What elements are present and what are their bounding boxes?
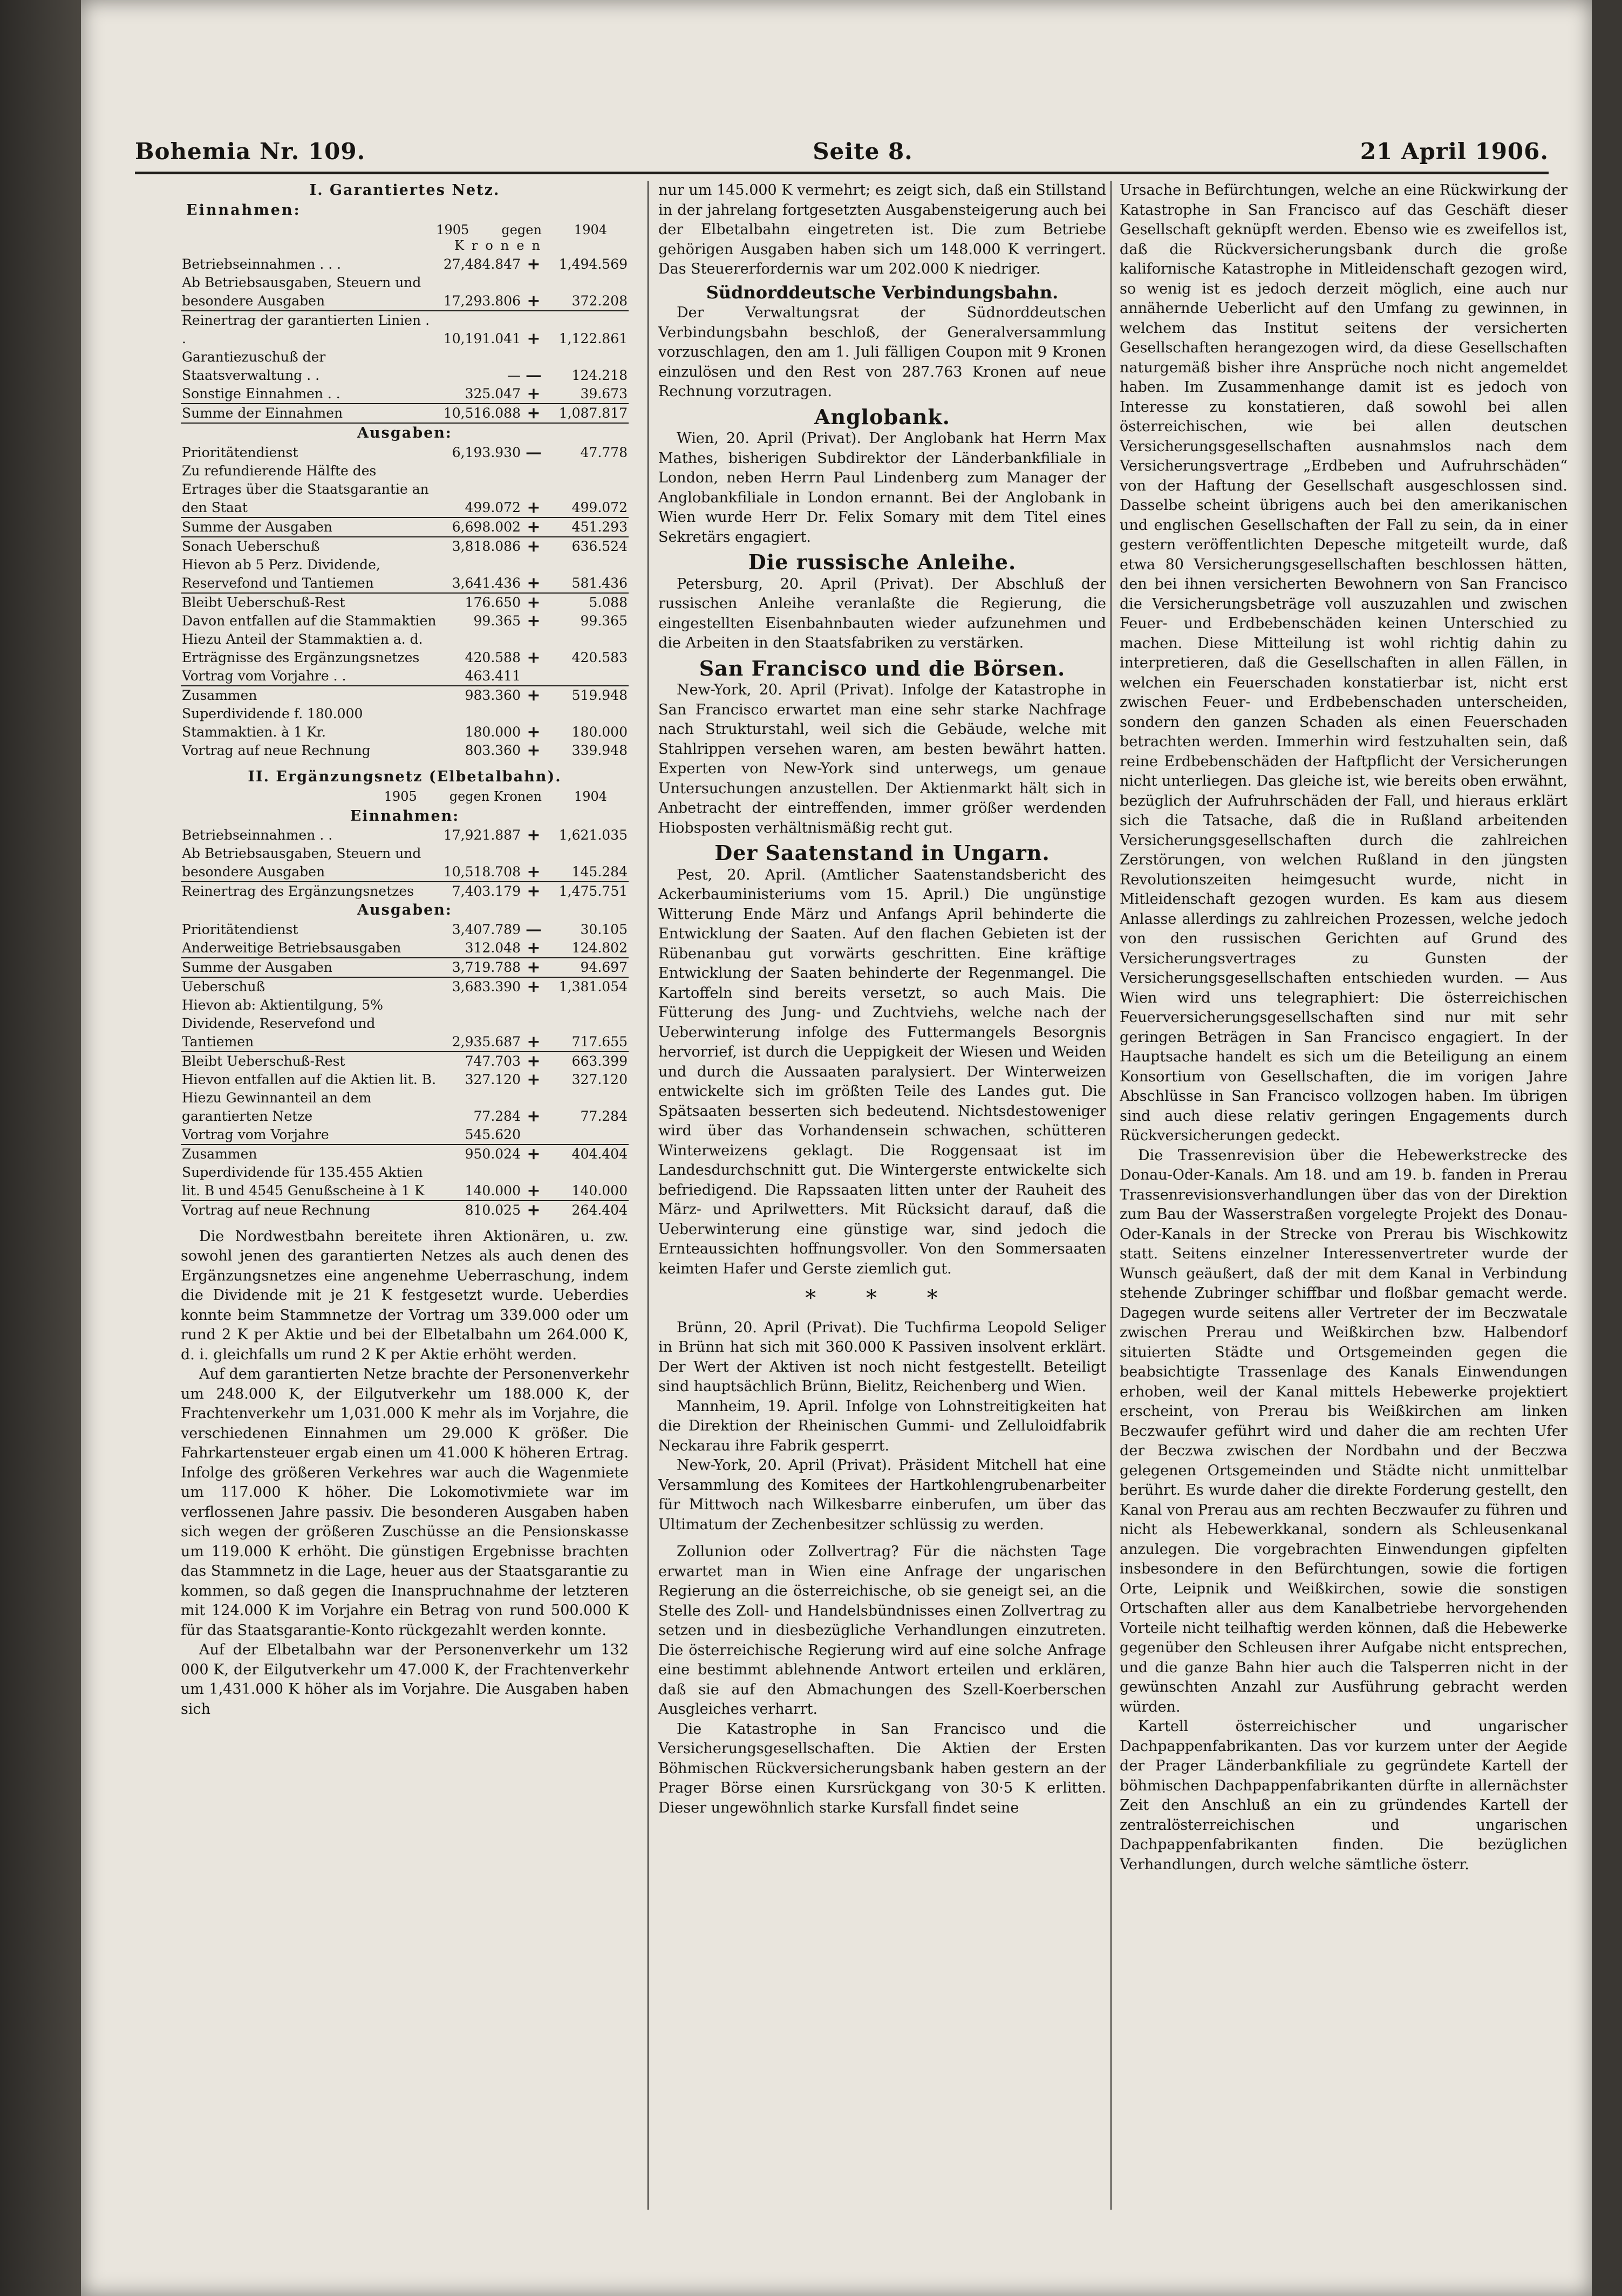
value-1905: 810.025	[465, 1202, 521, 1218]
value-1905: 99.365	[473, 612, 521, 629]
row-label: Bleibt Ueberschuß-Rest	[182, 1053, 345, 1069]
value-change: 5.088	[589, 594, 628, 610]
value-1905: 17,921.887	[443, 827, 521, 843]
row-label: Hiezu Anteil der Stammaktien a. d. Erträgnisse des Ergänzungsnetzes	[182, 631, 423, 665]
value-1905: 3,407.789	[452, 921, 521, 937]
change-sign: —	[526, 919, 542, 939]
article-heading: San Francisco und die Börsen.	[699, 656, 1066, 680]
value-1905: 983.360	[465, 687, 521, 703]
value-1905: 2,935.687	[439, 996, 522, 1052]
value-1905: 6,193.930	[452, 444, 521, 460]
table-row	[181, 705, 629, 741]
change-sign: —	[526, 366, 542, 385]
row-label: Zusammen	[182, 687, 257, 703]
value-1905: 463.411	[439, 667, 522, 686]
article-paragraph: Pest, 20. April. (Amtlicher Saatenstandsbericht des Ackerbauministeriums vom 15. April.) Die ungünstige Witterung Ende März und Anfangs April behinderte die Entwicklung der Saaten. Auf den flachen Gebieten ist der Rübenanbau gut vorwärts geschritten. Eine kräftige Entwicklung der Saaten behinderte der Regenmangel. Die Kartoffeln sind bereits versetzt, so auch Mais. Die Fütterung des Jung- und Zuchtviehs, welche nach der Ueberwinterung infolge des Futtermangels Besorgnis hervorrief, ist durch die Ueppigkeit der Wiesen und Weiden und durch die Aussaaten paralysiert. Der Winterweizen entwickelte sich im größten Teile des Landes gut. Die Spätsaaten besserten sich bedeutend. Nichtsdestoweniger wird über das Vorhandensein schwachen, schütteren Winterweizens geklagt. Die Roggensaat ist im Landesdurchschnitt gut. Die Wintergerste entwickelte sich befriedigend. Die Rapssaaten litten unter der Rauheit des März- und Aprilwetters. Mit Rücksicht darauf, daß die Ueberwinterung eine günstige war, sind jedoch die Ernteaussichten hoffnungsvoller. Von den Sommersaaten keimten Hafer und Gerste ziemlich gut.	[658, 866, 1106, 1277]
value-change: 1,381.054	[558, 978, 628, 994]
table-row	[181, 537, 629, 556]
table-row	[181, 667, 629, 686]
change-sign: +	[527, 1069, 541, 1089]
table-row	[181, 274, 629, 311]
row-label: Vortrag vom Vorjahre . .	[181, 667, 439, 686]
value-1905: 27,484.847	[443, 256, 521, 272]
change-sign: +	[527, 592, 541, 612]
column-header: gegen	[501, 222, 542, 237]
row-label: Davon entfallen auf die Stammaktien	[182, 612, 437, 629]
change-sign: +	[527, 1106, 541, 1126]
change-sign: +	[522, 517, 546, 537]
change-sign: +	[522, 996, 546, 1052]
value-1905: 747.703	[465, 1053, 521, 1069]
article-heading: Der Saatenstand in Ungarn.	[714, 841, 1050, 865]
change-sign: +	[522, 1163, 546, 1201]
article-paragraph: Petersburg, 20. April (Privat). Der Abschluß der russischen Anleihe veranlaßte die Regierung, die eingestellten Eisenbahnbauten wieder aufzunehmen und die Arbeiten in den Staatsfabriken zu verstärken.	[658, 575, 1106, 651]
table-row	[181, 977, 629, 996]
column-header: 1905	[436, 222, 469, 237]
table-row	[181, 593, 629, 612]
change-sign: +	[522, 385, 546, 404]
table-row	[181, 939, 629, 958]
value-change: 30.105	[580, 921, 628, 937]
subsection-title: Einnahmen:	[350, 807, 460, 825]
article-paragraph: Zollunion oder Zollvertrag? Für die nächsten Tage erwartet man in Wien eine Anfrage der ungarischen Regierung an die österreichische, ob sie geneigt sei, an die Stelle des Zoll- und Handelsbündnisses einen Zollvertrag zu setzen und in diesbezügliche Verhandlungen einzutreten. Die österreichische Regierung wird auf eine solche Anfrage eine bestimmt ablehnende Antwort erteilen und erklären, daß sie auf den Abmachungen des Szell-Koerberschen Ausgleiches verharrt.	[658, 1543, 1106, 1718]
value-1905: 3,641.436	[439, 556, 522, 593]
value-change: 39.673	[546, 385, 629, 404]
value-change: 717.655	[546, 996, 629, 1052]
row-label: Vortrag vom Vorjahre	[181, 1126, 439, 1144]
table-row	[181, 686, 629, 705]
row-label: Prioritätendienst	[182, 444, 298, 460]
column-1	[181, 181, 629, 2220]
value-1905: 77.284	[473, 1108, 521, 1124]
header-date: 21 April 1906.	[1360, 138, 1549, 165]
row-label: Bleibt Ueberschuß-Rest	[182, 594, 345, 610]
financial-table	[181, 255, 629, 424]
table-row	[181, 462, 629, 517]
table-row	[181, 741, 629, 760]
section-divider-stars: * * *	[805, 1286, 959, 1311]
column-header: 1904	[574, 222, 607, 237]
value-change: 519.948	[571, 687, 628, 703]
change-sign: +	[522, 462, 546, 517]
change-sign: +	[522, 844, 546, 882]
value-change	[546, 667, 629, 686]
column-2	[658, 181, 1106, 2220]
table-row	[181, 1052, 629, 1071]
column-header: 1905	[384, 789, 417, 804]
row-label: Ab Betriebsausgaben, Steuern und besondere Ausgaben	[181, 274, 439, 311]
change-sign: +	[522, 958, 546, 977]
value-1905: 180.000	[465, 724, 521, 740]
row-label: Summe der Einnahmen	[181, 404, 439, 423]
value-change: 1,621.035	[558, 827, 628, 843]
value-1905: 3,818.086	[452, 538, 521, 554]
value-change: 124.802	[546, 939, 629, 958]
value-1905: 420.588	[465, 649, 521, 665]
value-change: 1,494.569	[558, 256, 628, 272]
row-label: Anderweitige Betriebsausgaben	[181, 939, 439, 958]
financial-table	[181, 826, 629, 901]
value-1905: 545.620	[439, 1126, 522, 1144]
table-row	[181, 612, 629, 630]
value-change: 47.778	[580, 444, 628, 460]
table-row	[181, 1071, 629, 1089]
row-label: Hievon entfallen auf die Aktien lit. B.	[182, 1071, 437, 1087]
value-change: 499.072	[546, 462, 629, 517]
row-label: Ueberschuß	[182, 978, 265, 994]
change-sign: —	[526, 442, 542, 462]
change-sign: +	[522, 939, 546, 958]
value-1905: 803.360	[465, 742, 521, 758]
row-label: Ab Betriebsausgaben, Steuern und besondere Ausgaben	[181, 844, 439, 882]
table-row	[181, 517, 629, 537]
value-change: 94.697	[546, 958, 629, 977]
article-paragraph: Auf dem garantierten Netze brachte der Personenverkehr um 248.000 K, der Eilgutverkehr um 188.000 K, der Frachtenverkehr um 1,031.000 K mehr als im Vorjahre, die verschiedenen Einnahmen um 29.000 K größer. Die Fahrkartensteuer ergab einen um 41.000 K höheren Ertrag. Infolge des größeren Verkehres war auch die Wagenmiete um 117.000 K höher. Die Lokomotivmiete war im verflossenen Jahre passiv. Die besonderen Ausgaben haben sich wegen der größeren Zuschüsse an die Pensionskasse um 119.000 K erhöht. Die günstigen Ergebnisse brachten das Stammnetz in die Lage, heuer aus der Staatsgarantie zu kommen, so daß gegen die Inanspruchnahme der letzteren mit 124.000 K im Vorjahre ein Betrag von rund 500.000 K für das Staatsgarantie-Konto rückgezahlt werden konnte.	[181, 1366, 629, 1639]
article-heading: Anglobank.	[814, 404, 950, 429]
table-row	[181, 311, 629, 348]
row-label: Vortrag auf neue Rechnung	[182, 742, 371, 758]
value-change: 180.000	[571, 724, 628, 740]
units-label: Kronen	[454, 237, 548, 253]
value-change: 327.120	[571, 1071, 628, 1087]
table-row	[181, 996, 629, 1052]
article-paragraph: Kartell österreichischer und ungarischer Dachpappenfabrikanten. Das vor kurzem unter der Aegide der Prager Länderbankfiliale zu gegründete Kartell der böhmischen Dachpappenfabrikanten dürfte in allernächster Zeit den Anschluß an ein zu gründendes Kartell der zentralösterreichischen und ungarischen Dachpappenfabrikanten finden. Die bezüglichen Verhandlungen, durch welche sämtliche österr.	[1120, 1718, 1568, 1873]
row-label: Garantiezuschuß der Staatsverwaltung . .	[182, 349, 326, 383]
change-sign: +	[527, 329, 541, 348]
change-sign: +	[527, 977, 541, 996]
page-header	[135, 132, 1549, 170]
value-1905: 499.072	[439, 462, 522, 517]
value-1905: 10,516.088	[439, 404, 522, 423]
change-sign: +	[527, 882, 541, 901]
value-change: 124.218	[571, 367, 628, 383]
change-sign: +	[527, 1200, 541, 1219]
change-sign: +	[527, 826, 541, 844]
article-paragraph: New-York, 20. April (Privat). Präsident Mitchell hat eine Versammlung des Komitees der Hartkohlengrubenarbeiter für Mittwoch nach Wilkesbarre einberufen, um über das Ultimatum der Zechenbesitzer schlüssig zu werden.	[658, 1457, 1106, 1533]
table-row	[181, 1163, 629, 1201]
subsection-title: Einnahmen:	[186, 201, 301, 219]
table-row	[181, 348, 629, 385]
header-rule	[135, 172, 1549, 174]
value-change: 1,475.751	[558, 883, 628, 899]
change-sign: +	[522, 556, 546, 593]
value-1905: 10,518.708	[439, 844, 522, 882]
value-1905: 17,293.806	[439, 274, 522, 311]
value-change: 420.583	[571, 649, 628, 665]
change-sign: +	[527, 648, 541, 667]
article-paragraph: Auf der Elbetalbahn war der Personenverkehr um 132 000 K, der Eilgutverkehr um 47.000 K, der Frachtenverkehr um 1,431.000 K höher als im Vorjahre. Die Ausgaben haben sich	[181, 1641, 629, 1718]
article-paragraph: Wien, 20. April (Privat). Der Anglobank hat Herrn Max Mathes, bisherigen Subdirektor der Länderbankfiliale in London, neben Herrn Paul Lindenberg zum Manager der Anglobankfiliale in London ernannt. Bei der Anglobank in Wien wurde Herr Dr. Felix Somary mit dem Titel eines Sekretärs engagiert.	[658, 430, 1106, 546]
value-1905: 950.024	[465, 1146, 521, 1162]
value-1905: 6,698.002	[439, 517, 522, 537]
table-column-headers	[181, 787, 629, 807]
article-paragraph: Die Trassenrevision über die Hebewerkstrecke des Donau-Oder-Kanals. Am 18. und am 19. b. fanden in Prerau Trassenrevisionsverhandlungen über das von der Direktion zum Bau der Wasserstraßen vorgelegte Projekt des Donau-Oder-Kanals in der Strecke von Prerau bis Wischkowitz statt. Seitens einzelner Interessenvertreter wurde der Wunsch geäußert, daß der mit dem Kanal in Verbindung stehende Zubringer schiffbar und floßbar gemacht werde. Dagegen wurde seitens aller Vertreter der im Beczwatale zwischen Prerau und Weißkirchen bzw. Halbendorf situierten Städte und Ortsgemeinden gegen die beabsichtigte Trassenlage des Kanals Einwendungen erhoben, weil der Kanal mittels Hebewerke projektiert erscheint, von Prerau bis Weißkirchen am linken Beczwaufer geführt wird und daher die am rechten Ufer der Beczwa zwischen der Nordbahn und der Beczwa gelegenen Ortsgemeinden und Städte nicht unmittelbar berührt. Es wurde daher die direkte Forderung gestellt, den Kanal von Prerau aus am rechten Beczwaufer zu führen und nicht als Hebewerkkanal, sondern als Schleusenkanal anzulegen. Die vorgebrachten Einwendungen gipfelten insbesondere in den Befürchtungen, sowie die fortigen Orte, Leipnik und Weißkirchen, sowie die sonstigen Ortschaften aller aus dem Kanalbetriebe hervorgehenden Vorteile nicht teilhaftig werden können, daß die Hebewerke gegenüber den Schleusen ihrer Aufgabe nicht entsprechen, und die ganze Bahn hier auch die Talsperren nicht in der gewünschten Anzahl zur Ausführung gebracht werden würden.	[1120, 1147, 1568, 1715]
value-change: 636.524	[571, 538, 628, 554]
table-row	[181, 630, 629, 667]
change-sign: +	[527, 685, 541, 705]
value-1905: 327.120	[465, 1071, 521, 1087]
value-change: 99.365	[580, 612, 628, 629]
article-heading: Südnorddeutsche Verbindungsbahn.	[706, 282, 1059, 303]
value-change: 581.436	[546, 556, 629, 593]
column-rule	[648, 181, 649, 2210]
table-row	[181, 882, 629, 901]
financial-table	[181, 921, 629, 1219]
row-label: Hievon ab: Aktientilgung, 5% Dividende, Reservefond und Tantiemen	[181, 996, 439, 1052]
article-paragraph: Brünn, 20. April (Privat). Die Tuchfirma Leopold Seliger in Brünn hat sich mit 360.000 K Passiven insolvent erklärt. Der Wert der Aktiven ist noch nicht festgestellt. Beteiligt sind hauptsächlich Brünn, Bielitz, Reichenberg und Wien.	[658, 1319, 1106, 1395]
article-paragraph: New-York, 20. April (Privat). Infolge der Katastrophe in San Francisco erwartet man eine sehr starke Nachfrage nach Strukturstahl, weil sich die Gebäude, welche mit Stahlrippen versehen waren, am besten bewährt hatten. Experten von New-York sind unterwegs, um genaue Untersuchungen anzustellen. Der Aktienmarkt hält sich in Anbetracht der eintreffenden, immer größer werdenden Hiobsposten verhältnismäßig recht gut.	[658, 682, 1106, 836]
value-1905: 3,719.788	[439, 958, 522, 977]
column-header: gegen Kronen	[449, 789, 542, 804]
subsection-title: Ausgaben:	[357, 425, 452, 441]
row-label: Reinertrag der garantierten Linien . .	[182, 312, 430, 346]
subsection-title: Ausgaben:	[357, 902, 452, 918]
change-sign: +	[527, 722, 541, 741]
article-paragraph: Die Katastrophe in San Francisco und die Versicherungsgesellschaften. Die Aktien der Ersten Böhmischen Rückversicherungsbank haben gestern an der Prager Börse einen Kursrückgang von 30·5 K erlitten. Dieser ungewöhnlich starke Kursfall findet seine	[658, 1720, 1106, 1816]
change-sign: +	[527, 255, 541, 274]
value-change: 1,122.861	[558, 331, 628, 346]
header-masthead: Bohemia Nr. 109.	[135, 138, 366, 165]
table-row	[181, 1126, 629, 1144]
column-3	[1120, 181, 1568, 2220]
value-1905: 176.650	[465, 594, 521, 610]
article-paragraph: Mannheim, 19. April. Infolge von Lohnstreitigkeiten hat die Direktion der Rheinischen Gummi- und Zelluloidfabrik Neckarau ihre Fabrik gesperrt.	[658, 1398, 1106, 1454]
value-change: 264.404	[571, 1202, 628, 1218]
header-page-number: Seite 8.	[813, 138, 913, 165]
change-sign: +	[527, 536, 541, 556]
value-1905: 3,683.390	[452, 978, 521, 994]
value-1905: 140.000	[439, 1163, 522, 1201]
article-paragraph: Der Verwaltungsrat der Südnorddeutschen Verbindungsbahn beschloß, der Generalversammlung vorzuschlagen, den am 1. Juli fälligen Coupon mit 9 Kronen einzulösen und den Rest von 287.763 Kronen auf neue Rechnung vorzutragen.	[658, 304, 1106, 400]
row-label: Superdividende f. 180.000 Stammaktien. à 1 Kr.	[182, 705, 363, 740]
row-label: Sonstige Einnahmen . .	[181, 385, 439, 404]
value-change: 1,087.817	[546, 404, 629, 423]
column-header: 1904	[574, 789, 607, 804]
value-change: 140.000	[546, 1163, 629, 1201]
table-row	[181, 255, 629, 274]
table-row	[181, 921, 629, 939]
change-sign: +	[527, 611, 541, 630]
change-sign: +	[527, 740, 541, 760]
value-1905: 7,403.179	[452, 883, 521, 899]
article-heading: Die russische Anleihe.	[748, 550, 1017, 574]
scan-binding-margin	[0, 0, 81, 2296]
change-sign	[522, 1126, 546, 1144]
table-row	[181, 844, 629, 882]
row-label: Betriebseinnahmen . .	[182, 827, 333, 843]
article-paragraph: Ursache in Befürchtungen, welche an eine Rückwirkung der Katastrophe in San Francisco auf das Geschäft dieser Gesellschaft geknüpft werden. Ebenso wie es zweifellos ist, daß die Rückversicherungsbank durch die große kalifornische Katastrophe in Mitleidenschaft gezogen wird, so wenig ist es jedoch derzeit möglich, eine auch nur annähernde Ueberlicht auf den Umfang zu gewinnen, in welchem das Institut seitens der versicherten Gesellschaften herangezogen wird, da diese Gesellschaften naturgemäß bisher ihre Ansprüche noch nicht angemeldet haben. Im Zusammenhange damit ist es jedoch von Interesse zu konstatieren, daß sowohl bei allen österreichischen, wie bei allen deutschen Versicherungsgesellschaften ausnahmslos nach dem Versicherungsvertrage „Erdbeben und Aufruhrschäden“ von der Haftung der Gesellschaft ausgeschlossen sind. Dasselbe scheint übrigens auch bei den amerikanischen und englischen Gesellschaften der Fall zu sein, da in einer gestern veröffentlichten Depesche mitgeteilt wurde, daß etwa 80 Versicherungsgesellschaften beschlossen hätten, den bei ihnen versicherten Bewohnern von San Francisco die Versicherungsbeträge voll auszuzahlen und zwischen Feuer- und Erdbebenschäden keinen Unterschied zu machen. Diese Mitteilung ist wohl richtig dahin zu interpretieren, daß die Gesellschaften in allen Fällen, in welchen ein Feuerschaden konstatierbar ist, nicht erst zwischen Feuer- und Erdbebenschaden unterscheiden, sondern den ganzen Schaden als einen Feuerschaden betrachten werden. Immerhin wird festzuhalten sein, daß reine Erdbebenschäden der Haftpflicht der Versicherungen nicht unterliegen. Das gleiche ist, wie bereits oben erwähnt, bezüglich der Aufruhrschäden der Fall, und hieraus erklärt sich die Tatsache, daß die in Rußland arbeitenden Versicherungsgesellschaften durch die zahlreichen Zerstörungen, von welchen Rußland in den jüngsten Revolutionszeiten heimgesucht wurde, nicht in Mitleidenschaft gezogen wurden. Es kam aus diesem Anlasse allerdings zu zahlreichen Prozessen, welche jedoch von den russischen Gerichten auf Grund des Versicherungsvertrages zu Gunsten der Versicherungsgesellschaften entschieden wurden. — Aus Wien wird uns telegraphiert: Die österreichischen Feuerversicherungsgesellschaften sind nur mit sehr geringen Beträgen in San Francisco engagiert. In der Hauptsache handelt es sich um die Beteiligung an einem Konsortium von Gesellschaften, die im vorigen Jahre Abschlüsse in San Francisco vollzogen haben. Im übrigen sind auch diese relativ geringen Engagements durch Rückversicherungen gedeckt.	[1120, 182, 1568, 1144]
change-sign	[522, 667, 546, 686]
article-paragraph: Die Nordwestbahn bereitete ihren Aktionären, u. zw. sowohl jenen des garantierten Netzes als auch denen des Ergänzungsnetzes eine angenehme Ueberraschung, indem die Dividende mit je 21 K festgesetzt wurde. Ueberdies konnte beim Stammnetze der Vortrag um 339.000 oder um rund 2 K per Aktie und bei der Elbetalbahn um 264.000 K, d. i. gleichfalls um rund 2 K per Aktie erhöht werden.	[181, 1228, 629, 1363]
row-label: Hiezu Gewinnanteil an dem garantierten Netze	[182, 1089, 372, 1124]
row-label: Reinertrag des Ergänzungsnetzes	[182, 883, 414, 899]
article-paragraph: nur um 145.000 K vermehrt; es zeigt sich, daß ein Stillstand in der jahrelang fortgesetzten Ausgabensteigerung auch bei der Elbetalbahn eingetreten ist. Die zum Betriebe gehörigen Ausgaben haben sich um 148.000 K verringert. Das Steuererfordernis war um 202.000 K niedriger.	[658, 182, 1106, 277]
value-change: 77.284	[580, 1108, 628, 1124]
financial-table	[181, 444, 629, 760]
table-row	[181, 958, 629, 977]
value-1905: 312.048	[439, 939, 522, 958]
change-sign: +	[522, 274, 546, 311]
value-change: 663.399	[571, 1053, 628, 1069]
row-label: Zusammen	[182, 1146, 257, 1162]
table-row	[181, 444, 629, 462]
value-change: 372.208	[546, 274, 629, 311]
value-change: 339.948	[571, 742, 628, 758]
value-change: 145.284	[546, 844, 629, 882]
value-1905: 10,191.041	[443, 331, 521, 346]
row-label: Summe der Ausgaben	[181, 517, 439, 537]
row-label: Superdividende für 135.455 Aktien lit. B und 4545 Genußscheine à 1 K	[181, 1163, 439, 1201]
row-label: Summe der Ausgaben	[181, 958, 439, 977]
column-rule	[1110, 181, 1112, 2210]
change-sign: +	[527, 1144, 541, 1163]
row-label: Vortrag auf neue Rechnung	[182, 1202, 371, 1218]
row-label: Prioritätendienst	[182, 921, 298, 937]
table-row	[181, 1144, 629, 1163]
value-1905: 325.047	[439, 385, 522, 404]
change-sign: +	[522, 404, 546, 423]
row-label: Betriebseinnahmen . . .	[182, 256, 342, 272]
value-change: 451.293	[546, 517, 629, 537]
row-label: Zu refundierende Hälfte des Ertrages über die Staatsgarantie an den Staat	[181, 462, 439, 517]
table-row	[181, 1201, 629, 1219]
table-row	[181, 385, 629, 404]
row-label: Hievon ab 5 Perz. Dividende, Reservefond und Tantiemen	[181, 556, 439, 593]
table-row	[181, 404, 629, 423]
value-change: 404.404	[571, 1146, 628, 1162]
table-row	[181, 556, 629, 593]
table-row	[181, 826, 629, 844]
row-label: Sonach Ueberschuß	[182, 538, 320, 554]
table-row	[181, 1089, 629, 1126]
change-sign: +	[527, 1051, 541, 1071]
value-1905: —	[507, 367, 521, 383]
section-title: II. Ergänzungsnetz (Elbetalbahn).	[248, 768, 562, 785]
value-change	[546, 1126, 629, 1144]
section-title: I. Garantiertes Netz.	[309, 182, 500, 199]
